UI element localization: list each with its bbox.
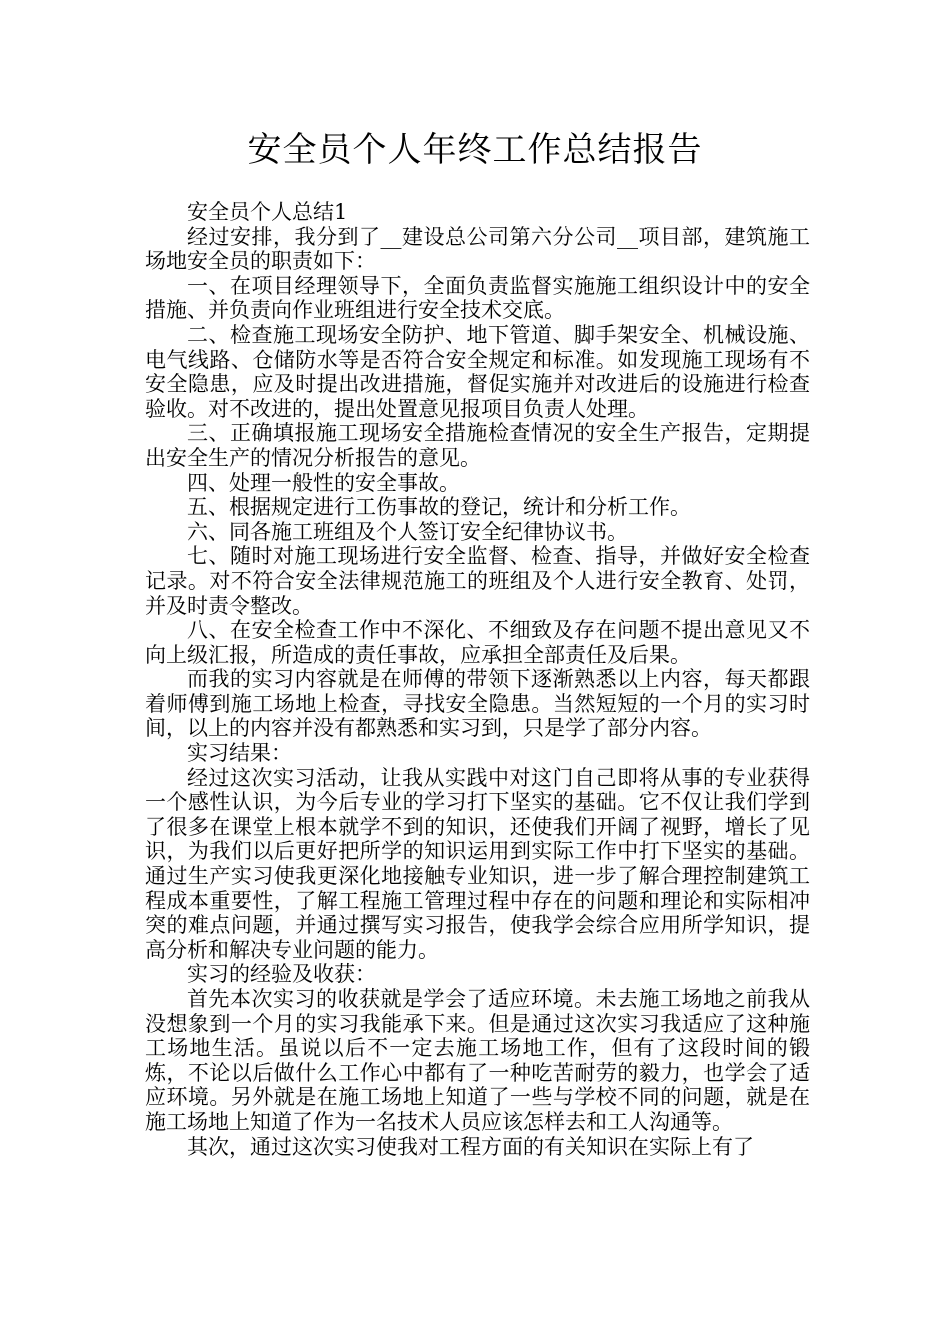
paragraph: 经过安排，我分到了__建设总公司第六分公司__项目部，建筑施工场地安全员的职责如下： (145, 224, 810, 274)
paragraph: 一、在项目经理领导下，全面负责监督实施施工组织设计中的安全措施、并负责向作业班组进行安全技术交底。 (145, 273, 810, 323)
paragraph: 七、随时对施工现场进行安全监督、检查、指导，并做好安全检查记录。对不符合安全法律规范施工的班组及个人进行安全教育、处罚，并及时责令整改。 (145, 544, 810, 618)
paragraph: 经过这次实习活动，让我从实践中对这门自己即将从事的专业获得一个感性认识，为今后专业的学习打下坚实的基础。它不仅让我们学到了很多在课堂上根本就学不到的知识，还使我们开阔了视野，增长了见识，为我们以后更好把所学的知识运用到实际工作中打下坚实的基础。通过生产实习使我更深化地接触专业知识，进一步了解合理控制建筑工程成本重要性，了解工程施工管理过程中存在的问题和理论和实际相冲突的难点问题，并通过撰写实习报告，使我学会综合应用所学知识，提高分析和解决专业问题的能力。 (145, 765, 810, 962)
paragraph: 八、在安全检查工作中不深化、不细致及存在问题不提出意见又不向上级汇报，所造成的责任事故，应承担全部责任及后果。 (145, 618, 810, 667)
section-heading: 实习结果： (187, 741, 292, 766)
paragraph: 六、同各施工班组及个人签订安全纪律协议书。 (187, 519, 628, 544)
paragraph: 其次，通过这次实习使我对工程方面的有关知识在实际上有了 (187, 1134, 754, 1159)
document-title: 安全员个人年终工作总结报告 (247, 130, 703, 170)
paragraph: 四、处理一般性的安全事故。 (187, 470, 460, 495)
paragraph: 首先本次实习的收获就是学会了适应环境。未去施工场地之前我从没想象到一个月的实习我能承下来。但是通过这次实习我适应了这种施工场地生活。虽说以后不一定去施工场地工作，但有了这段时间的锻炼，不论以后做什么工作心中都有了一种吃苦耐劳的毅力，也学会了适应环境。另外就是在施工场地上知道了一些与学校不同的问题，就是在施工场地上知道了作为一名技术人员应该怎样去和工人沟通等。 (145, 987, 810, 1134)
paragraph: 五、根据规定进行工伤事故的登记，统计和分析工作。 (187, 495, 691, 520)
paragraph: 而我的实习内容就是在师傅的带领下逐渐熟悉以上内容，每天都跟着师傅到施工场地上检查，寻找安全隐患。当然短短的一个月的实习时间，以上的内容并没有都熟悉和实习到，只是学了部分内容。 (145, 667, 810, 741)
paragraph: 二、检查施工现场安全防护、地下管道、脚手架安全、机械设施、电气线路、仓储防水等是否符合安全规定和标准。如发现施工现场有不安全隐患，应及时提出改进措施，督促实施并对改进后的设施进行检查验收。对不改进的，提出处置意见报项目负责人处理。 (145, 322, 810, 421)
document-body (145, 200, 810, 1159)
section-heading: 安全员个人总结1 (187, 200, 348, 224)
paragraph: 三、正确填报施工现场安全措施检查情况的安全生产报告，定期提出安全生产的情况分析报告的意见。 (145, 421, 810, 470)
section-heading: 实习的经验及收获： (187, 962, 376, 987)
